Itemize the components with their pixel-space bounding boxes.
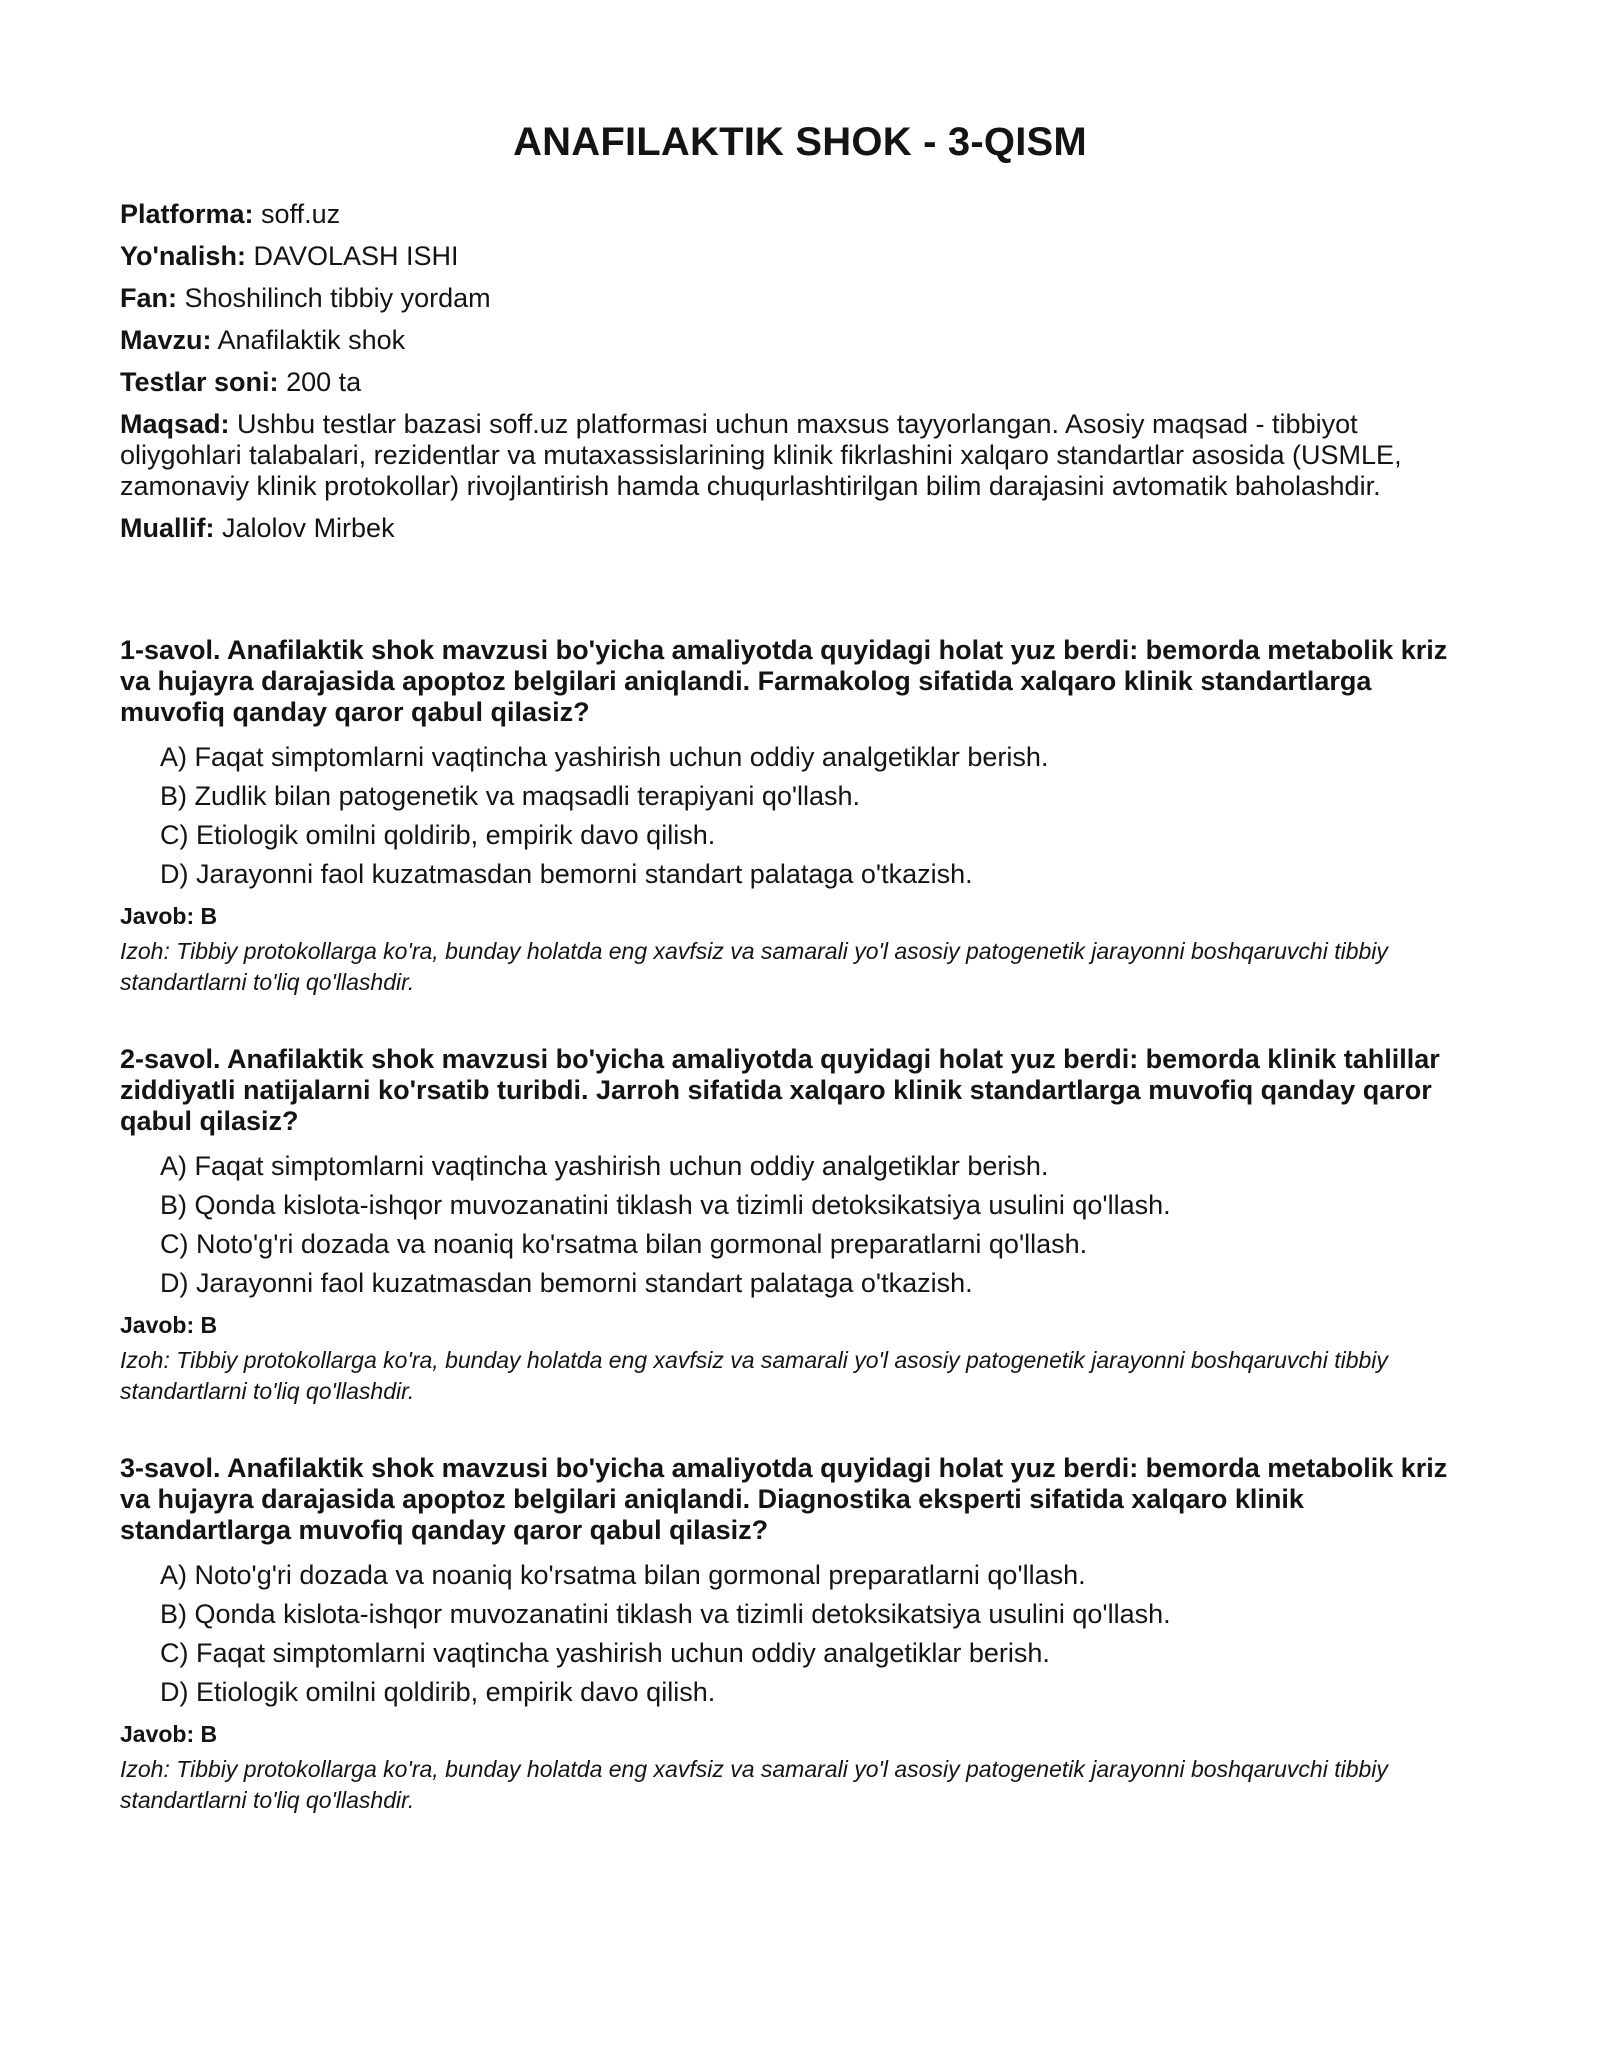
answer-options (120, 742, 1480, 890)
document-title: ANAFILAKTIK SHOK - 3-QISM (513, 120, 1087, 164)
correct-answer: Javob: B (120, 1721, 218, 1747)
section-spacer (120, 555, 1480, 635)
meta-platform-value: soff.uz (261, 199, 341, 229)
question-3 (120, 1453, 1480, 1816)
option-d: D) Jarayonni faol kuzatmasdan bemorni standart palataga o'tkazish. (160, 859, 973, 889)
meta-subject-label: Fan: (120, 283, 177, 313)
document-meta (120, 199, 1480, 544)
meta-author-label: Muallif: (120, 513, 215, 543)
meta-goal-label: Maqsad: (120, 409, 230, 439)
meta-topic (120, 325, 1480, 356)
answer-explanation: Izoh: Tibbiy protokollarga ko'ra, bunday holatda eng xavfsiz va samarali yo'l asosiy patogenetik jarayonni boshqaruvchi tibbiy standartlarni to'liq qo'llashdir. (120, 1756, 1388, 1813)
question-text: 2-savol. Anafilaktik shok mavzusi bo'yicha amaliyotda quyidagi holat yuz berdi: bemorda klinik tahlillar ziddiyatli natijalarni ko'rsatib turibdi. Jarroh sifatida xalqaro klinik standartlarga muvofiq qanday qaror qabul qilasiz? (120, 1044, 1440, 1136)
question-text: 1-savol. Anafilaktik shok mavzusi bo'yicha amaliyotda quyidagi holat yuz berdi: bemorda metabolik kriz va hujayra darajasida apoptoz belgilari aniqlandi. Farmakolog sifatida xalqaro klinik standartlarga muvofiq qanday qaror qabul qilasiz? (120, 635, 1448, 727)
meta-goal-value: Ushbu testlar bazasi soff.uz platformasi uchun maxsus tayyorlangan. Asosiy maqsad - tibbiyot oliygohlari talabalari, rezidentlar va mutaxassislarining klinik fikrlashini xalqaro standartlar asosida (USMLE, zamonaviy klinik protokollar) rivojlantirish hamda chuqurlashtirilgan bilim darajasini avtomatik baholashdir. (120, 409, 1402, 501)
option-a: A) Noto'g'ri dozada va noaniq ko'rsatma bilan gormonal preparatlarni qo'llash. (160, 1560, 1086, 1590)
meta-direction-value: DAVOLASH ISHI (253, 241, 459, 271)
meta-author (120, 513, 1480, 544)
option-d: D) Jarayonni faol kuzatmasdan bemorni standart palataga o'tkazish. (160, 1268, 973, 1298)
option-b: B) Qonda kislota-ishqor muvozanatini tiklash va tizimli detoksikatsiya usulini qo'llash. (160, 1190, 1171, 1220)
meta-count-label: Testlar soni: (120, 367, 279, 397)
answer-explanation: Izoh: Tibbiy protokollarga ko'ra, bunday holatda eng xavfsiz va samarali yo'l asosiy patogenetik jarayonni boshqaruvchi tibbiy standartlarni to'liq qo'llashdir. (120, 938, 1388, 995)
answer-options (120, 1151, 1480, 1299)
option-c: C) Noto'g'ri dozada va noaniq ko'rsatma bilan gormonal preparatlarni qo'llash. (160, 1229, 1088, 1259)
meta-platform (120, 199, 1480, 230)
meta-count (120, 367, 1480, 398)
option-b: B) Zudlik bilan patogenetik va maqsadli terapiyani qo'llash. (160, 781, 861, 811)
meta-author-value: Jalolov Mirbek (222, 513, 395, 543)
option-d: D) Etiologik omilni qoldirib, empirik davo qilish. (160, 1677, 716, 1707)
option-b: B) Qonda kislota-ishqor muvozanatini tiklash va tizimli detoksikatsiya usulini qo'llash. (160, 1599, 1171, 1629)
question-text: 3-savol. Anafilaktik shok mavzusi bo'yicha amaliyotda quyidagi holat yuz berdi: bemorda metabolik kriz va hujayra darajasida apoptoz belgilari aniqlandi. Diagnostika eksperti sifatida xalqaro klinik standartlarga muvofiq qanday qaror qabul qilasiz? (120, 1453, 1448, 1545)
meta-topic-value: Anafilaktik shok (217, 325, 406, 355)
option-c: C) Faqat simptomlarni vaqtincha yashirish uchun oddiy analgetiklar berish. (160, 1638, 1050, 1668)
meta-direction (120, 241, 1480, 272)
meta-count-value: 200 ta (286, 367, 362, 397)
meta-subject (120, 283, 1480, 314)
correct-answer: Javob: B (120, 1312, 218, 1338)
meta-subject-value: Shoshilinch tibbiy yordam (184, 283, 491, 313)
correct-answer: Javob: B (120, 903, 218, 929)
meta-topic-label: Mavzu: (120, 325, 212, 355)
option-c: C) Etiologik omilni qoldirib, empirik davo qilish. (160, 820, 716, 850)
meta-direction-label: Yo'nalish: (120, 241, 246, 271)
meta-goal (120, 409, 1480, 502)
option-a: A) Faqat simptomlarni vaqtincha yashirish uchun oddiy analgetiklar berish. (160, 1151, 1049, 1181)
option-a: A) Faqat simptomlarni vaqtincha yashirish uchun oddiy analgetiklar berish. (160, 742, 1049, 772)
answer-explanation: Izoh: Tibbiy protokollarga ko'ra, bunday holatda eng xavfsiz va samarali yo'l asosiy patogenetik jarayonni boshqaruvchi tibbiy standartlarni to'liq qo'llashdir. (120, 1347, 1388, 1404)
question-1 (120, 635, 1480, 998)
meta-platform-label: Platforma: (120, 199, 254, 229)
answer-options (120, 1560, 1480, 1708)
question-2 (120, 1044, 1480, 1407)
